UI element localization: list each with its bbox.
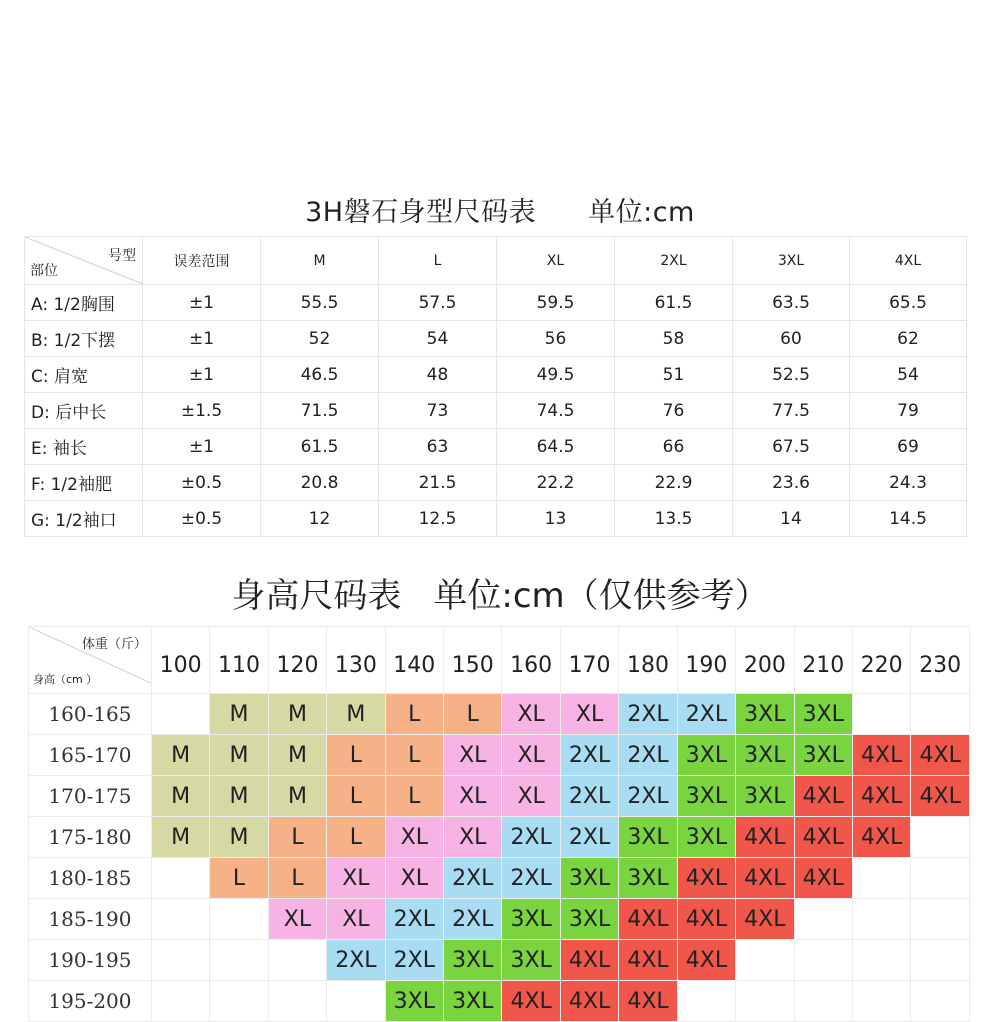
weight-header: 230 xyxy=(911,627,970,694)
size-cell: 4XL xyxy=(560,940,618,981)
size-cell: 2XL xyxy=(560,735,618,776)
size-cell: XL xyxy=(327,858,385,899)
size-cell: XL xyxy=(502,776,560,817)
empty-cell xyxy=(151,899,209,940)
height-range-label: 170-175 xyxy=(29,776,152,817)
empty-cell xyxy=(852,940,910,981)
weight-header: 130 xyxy=(327,627,385,694)
empty-cell xyxy=(268,940,326,981)
measure-value: 74.5 xyxy=(497,393,615,429)
weight-header: 120 xyxy=(268,627,326,694)
size-cell: XL xyxy=(444,817,502,858)
empty-cell xyxy=(151,981,209,1022)
size-cell: M xyxy=(210,776,268,817)
empty-cell xyxy=(794,940,852,981)
weight-header: 140 xyxy=(385,627,443,694)
size-cell: 4XL xyxy=(736,899,794,940)
size-cell: 3XL xyxy=(444,940,502,981)
measure-row xyxy=(25,465,967,501)
size-cell: 4XL xyxy=(560,981,618,1022)
size-cell: L xyxy=(385,776,443,817)
size-cell: 4XL xyxy=(677,899,735,940)
size-cell: 4XL xyxy=(619,940,677,981)
measure-value: 64.5 xyxy=(497,429,615,465)
height-range-label: 180-185 xyxy=(29,858,152,899)
size-cell: 4XL xyxy=(794,776,852,817)
empty-cell xyxy=(210,981,268,1022)
corner-weight-label: 体重（斤） xyxy=(81,637,147,652)
size-cell: 4XL xyxy=(736,858,794,899)
empty-cell xyxy=(151,940,209,981)
size-header: XL xyxy=(497,237,615,285)
measure-value: 13 xyxy=(497,501,615,537)
size-cell: 2XL xyxy=(560,776,618,817)
corner-height-label: 身高（cm ） xyxy=(33,673,98,686)
weight-header: 190 xyxy=(677,627,735,694)
size-cell: 3XL xyxy=(502,940,560,981)
size-cell: M xyxy=(151,776,209,817)
weight-header: 170 xyxy=(560,627,618,694)
size-header: L xyxy=(379,237,497,285)
height-unit-text: 单位:cm（仅供参考） xyxy=(433,576,769,616)
measure-value: 24.3 xyxy=(850,465,967,501)
empty-cell xyxy=(794,981,852,1022)
size-cell: 3XL xyxy=(736,776,794,817)
measure-row xyxy=(25,393,967,429)
measure-value: 58 xyxy=(615,321,733,357)
tolerance-value: ±1.5 xyxy=(143,393,261,429)
size-cell: M xyxy=(151,817,209,858)
grid-corner-cell xyxy=(29,627,152,694)
empty-cell xyxy=(911,899,970,940)
height-range-label: 175-180 xyxy=(29,817,152,858)
size-cell: 2XL xyxy=(677,694,735,735)
measure-value: 20.8 xyxy=(261,465,379,501)
size-header: M xyxy=(261,237,379,285)
size-cell: 2XL xyxy=(619,735,677,776)
weight-header-row xyxy=(29,627,970,694)
height-table-title xyxy=(0,568,1000,617)
size-cell: 4XL xyxy=(736,817,794,858)
measure-value: 54 xyxy=(850,357,967,393)
measure-title-text: 3H磐石身型尺码表 xyxy=(305,197,537,228)
size-cell: L xyxy=(327,735,385,776)
empty-cell xyxy=(852,899,910,940)
empty-cell xyxy=(794,899,852,940)
measure-value: 23.6 xyxy=(733,465,850,501)
size-cell: 2XL xyxy=(444,858,502,899)
size-cell: 2XL xyxy=(385,899,443,940)
empty-cell xyxy=(210,899,268,940)
height-row xyxy=(29,694,970,735)
size-header: 3XL xyxy=(733,237,850,285)
empty-cell xyxy=(911,981,970,1022)
measure-value: 52.5 xyxy=(733,357,850,393)
weight-header: 160 xyxy=(502,627,560,694)
size-cell: L xyxy=(268,817,326,858)
empty-cell xyxy=(911,940,970,981)
part-label: E: 袖长 xyxy=(25,429,143,465)
weight-header: 150 xyxy=(444,627,502,694)
corner-part-label: 部位 xyxy=(30,263,58,279)
size-cell: 4XL xyxy=(911,735,970,776)
measure-value: 79 xyxy=(850,393,967,429)
size-cell: 2XL xyxy=(560,817,618,858)
measure-value: 62 xyxy=(850,321,967,357)
empty-cell xyxy=(736,981,794,1022)
size-header: 2XL xyxy=(615,237,733,285)
tolerance-value: ±0.5 xyxy=(143,501,261,537)
measure-row xyxy=(25,501,967,537)
height-row xyxy=(29,776,970,817)
size-cell: 3XL xyxy=(502,899,560,940)
size-cell: 3XL xyxy=(385,981,443,1022)
size-cell: 4XL xyxy=(852,735,910,776)
weight-header: 100 xyxy=(151,627,209,694)
size-cell: 3XL xyxy=(677,776,735,817)
empty-cell xyxy=(852,858,910,899)
measure-value: 21.5 xyxy=(379,465,497,501)
size-cell: L xyxy=(327,817,385,858)
height-weight-grid xyxy=(28,626,970,1022)
size-cell: 4XL xyxy=(677,858,735,899)
size-cell: 2XL xyxy=(502,858,560,899)
height-row xyxy=(29,735,970,776)
empty-cell xyxy=(911,694,970,735)
size-cell: L xyxy=(385,735,443,776)
size-cell: M xyxy=(327,694,385,735)
measure-value: 63.5 xyxy=(733,285,850,321)
measure-unit-text: 单位:cm xyxy=(588,197,695,228)
part-label: D: 后中长 xyxy=(25,393,143,429)
measure-value: 52 xyxy=(261,321,379,357)
empty-cell xyxy=(327,981,385,1022)
measure-value: 65.5 xyxy=(850,285,967,321)
measure-row xyxy=(25,285,967,321)
size-cell: 3XL xyxy=(794,694,852,735)
measure-value: 76 xyxy=(615,393,733,429)
height-range-label: 195-200 xyxy=(29,981,152,1022)
height-title-text: 身高尺码表 xyxy=(231,576,402,616)
size-cell: XL xyxy=(502,735,560,776)
measure-value: 59.5 xyxy=(497,285,615,321)
size-cell: 4XL xyxy=(852,817,910,858)
part-label: F: 1/2袖肥 xyxy=(25,465,143,501)
size-cell: M xyxy=(210,735,268,776)
size-cell: XL xyxy=(268,899,326,940)
measure-value: 56 xyxy=(497,321,615,357)
measure-value: 57.5 xyxy=(379,285,497,321)
size-cell: XL xyxy=(444,735,502,776)
empty-cell xyxy=(911,858,970,899)
measure-value: 51 xyxy=(615,357,733,393)
height-range-label: 185-190 xyxy=(29,899,152,940)
measure-value: 63 xyxy=(379,429,497,465)
empty-cell xyxy=(852,981,910,1022)
measure-value: 12 xyxy=(261,501,379,537)
size-cell: 4XL xyxy=(502,981,560,1022)
measure-value: 66 xyxy=(615,429,733,465)
measure-row xyxy=(25,321,967,357)
tolerance-header: 误差范围 xyxy=(143,237,261,285)
part-label: B: 1/2下摆 xyxy=(25,321,143,357)
empty-cell xyxy=(911,817,970,858)
height-row xyxy=(29,858,970,899)
measure-value: 77.5 xyxy=(733,393,850,429)
size-cell: 4XL xyxy=(677,940,735,981)
part-label: C: 肩宽 xyxy=(25,357,143,393)
size-cell: L xyxy=(444,694,502,735)
empty-cell xyxy=(210,940,268,981)
size-cell: 4XL xyxy=(852,776,910,817)
measure-row xyxy=(25,357,967,393)
height-row xyxy=(29,899,970,940)
measure-value: 13.5 xyxy=(615,501,733,537)
measure-value: 12.5 xyxy=(379,501,497,537)
empty-cell xyxy=(151,858,209,899)
measure-value: 22.2 xyxy=(497,465,615,501)
size-cell: 4XL xyxy=(619,899,677,940)
empty-cell xyxy=(736,940,794,981)
part-label: A: 1/2胸围 xyxy=(25,285,143,321)
size-cell: XL xyxy=(502,694,560,735)
height-row xyxy=(29,981,970,1022)
measure-value: 71.5 xyxy=(261,393,379,429)
size-cell: XL xyxy=(444,776,502,817)
size-cell: 4XL xyxy=(794,817,852,858)
size-cell: 4XL xyxy=(619,981,677,1022)
measurement-table xyxy=(24,236,967,537)
height-row xyxy=(29,817,970,858)
size-cell: L xyxy=(210,858,268,899)
measure-value: 46.5 xyxy=(261,357,379,393)
size-cell: XL xyxy=(327,899,385,940)
tolerance-value: ±0.5 xyxy=(143,465,261,501)
measure-value: 22.9 xyxy=(615,465,733,501)
size-cell: 3XL xyxy=(619,858,677,899)
tolerance-value: ±1 xyxy=(143,321,261,357)
measure-value: 69 xyxy=(850,429,967,465)
measure-value: 14 xyxy=(733,501,850,537)
weight-header: 180 xyxy=(619,627,677,694)
measure-header-row xyxy=(25,237,967,285)
weight-header: 110 xyxy=(210,627,268,694)
size-cell: 2XL xyxy=(385,940,443,981)
measure-corner-cell xyxy=(25,237,143,285)
height-range-label: 190-195 xyxy=(29,940,152,981)
size-cell: L xyxy=(268,858,326,899)
height-range-label: 165-170 xyxy=(29,735,152,776)
size-cell: 3XL xyxy=(560,899,618,940)
measure-value: 61.5 xyxy=(261,429,379,465)
size-cell: M xyxy=(151,735,209,776)
size-cell: 2XL xyxy=(444,899,502,940)
size-cell: XL xyxy=(385,858,443,899)
size-cell: 3XL xyxy=(794,735,852,776)
weight-header: 210 xyxy=(794,627,852,694)
size-cell: M xyxy=(268,694,326,735)
tolerance-value: ±1 xyxy=(143,357,261,393)
empty-cell xyxy=(151,694,209,735)
size-cell: 3XL xyxy=(444,981,502,1022)
size-cell: 2XL xyxy=(502,817,560,858)
size-cell: M xyxy=(210,694,268,735)
measure-value: 14.5 xyxy=(850,501,967,537)
size-cell: 3XL xyxy=(736,735,794,776)
empty-cell xyxy=(677,981,735,1022)
part-label: G: 1/2袖口 xyxy=(25,501,143,537)
measure-value: 49.5 xyxy=(497,357,615,393)
size-cell: 2XL xyxy=(327,940,385,981)
corner-size-label: 号型 xyxy=(108,248,136,264)
measure-value: 61.5 xyxy=(615,285,733,321)
size-cell: L xyxy=(327,776,385,817)
measure-value: 67.5 xyxy=(733,429,850,465)
height-row xyxy=(29,940,970,981)
size-cell: 2XL xyxy=(619,694,677,735)
size-cell: 3XL xyxy=(677,735,735,776)
size-cell: XL xyxy=(385,817,443,858)
measure-row xyxy=(25,429,967,465)
measure-value: 54 xyxy=(379,321,497,357)
empty-cell xyxy=(852,694,910,735)
measure-value: 48 xyxy=(379,357,497,393)
size-header: 4XL xyxy=(850,237,967,285)
size-cell: 3XL xyxy=(677,817,735,858)
size-cell: XL xyxy=(560,694,618,735)
size-cell: L xyxy=(385,694,443,735)
measure-value: 60 xyxy=(733,321,850,357)
measure-table-title xyxy=(0,190,1000,229)
size-cell: 3XL xyxy=(619,817,677,858)
measure-value: 73 xyxy=(379,393,497,429)
size-cell: 4XL xyxy=(911,776,970,817)
size-cell: M xyxy=(210,817,268,858)
size-cell: 4XL xyxy=(794,858,852,899)
weight-header: 200 xyxy=(736,627,794,694)
measure-value: 55.5 xyxy=(261,285,379,321)
tolerance-value: ±1 xyxy=(143,285,261,321)
empty-cell xyxy=(268,981,326,1022)
size-cell: 3XL xyxy=(560,858,618,899)
tolerance-value: ±1 xyxy=(143,429,261,465)
size-cell: 3XL xyxy=(736,694,794,735)
size-cell: 2XL xyxy=(619,776,677,817)
size-cell: M xyxy=(268,776,326,817)
size-cell: M xyxy=(268,735,326,776)
weight-header: 220 xyxy=(852,627,910,694)
height-range-label: 160-165 xyxy=(29,694,152,735)
